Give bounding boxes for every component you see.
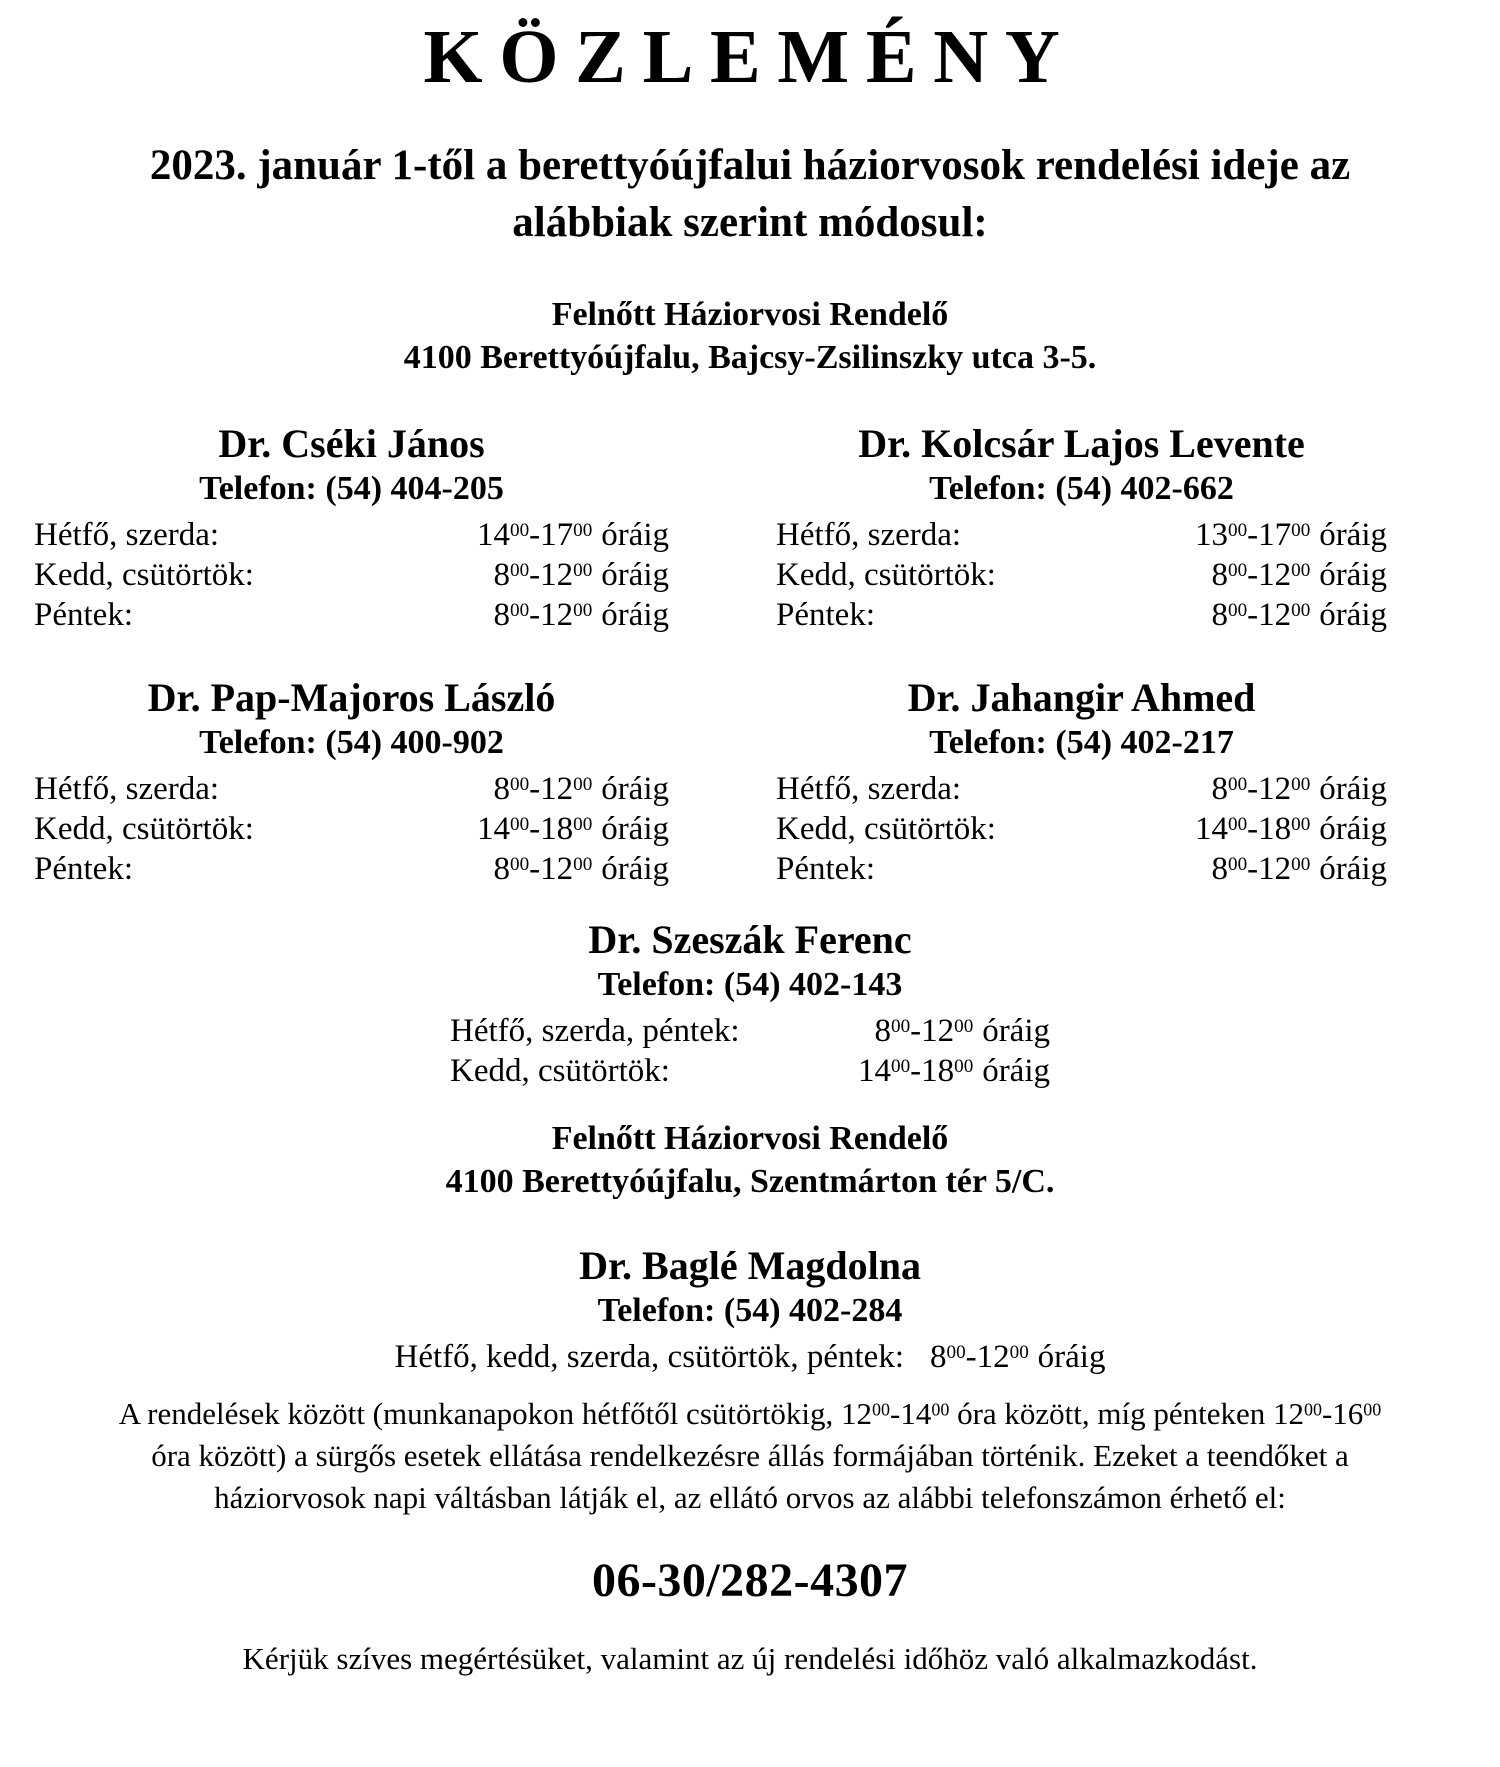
time-sup: 00 xyxy=(1304,1399,1322,1420)
subtitle-line-2: alábbiak szerint módosul: xyxy=(512,199,988,247)
time-suffix: óráig xyxy=(1319,597,1387,634)
schedule-time xyxy=(1195,809,1387,849)
time-dash: - xyxy=(1247,811,1259,848)
time-from: 8 xyxy=(493,557,511,594)
schedule-days: Péntek: xyxy=(34,597,133,634)
schedule-days: Hétfő, kedd, szerda, csütörtök, péntek: xyxy=(394,1339,905,1376)
time-suffix: óráig xyxy=(1319,557,1387,594)
notice-line-2: óra között) a sürgős esetek ellátása rendelkezésre állás formájában történik. Ezeket a teendőket a xyxy=(151,1438,1349,1474)
doctor-block-kolcsar xyxy=(776,421,1387,635)
notice-line-1 xyxy=(0,1393,1500,1435)
time-dash: - xyxy=(1247,597,1259,634)
doctor-name: Dr. Kolcsár Lajos Levente xyxy=(858,421,1305,467)
time-to: 18 xyxy=(1258,811,1292,848)
time-sup: 00 xyxy=(573,814,593,836)
time-to: 17 xyxy=(540,517,574,554)
time-from: 14 xyxy=(858,1053,892,1090)
schedule-row xyxy=(450,1051,1050,1091)
schedule-row xyxy=(776,849,1387,889)
time-from: 14 xyxy=(477,517,511,554)
time-sup: 00 xyxy=(1291,854,1311,876)
time-sup: 00 xyxy=(573,560,593,582)
schedule-days: Hétfő, szerda: xyxy=(34,517,220,554)
time-to: 12 xyxy=(540,771,574,808)
doctor-phone: Telefon: (54) 402-143 xyxy=(597,966,903,1004)
clinic-2 xyxy=(0,1117,1500,1203)
time-suffix: óráig xyxy=(601,597,669,634)
time-dash: - xyxy=(1247,851,1259,888)
doctor-phone: Telefon: (54) 404-205 xyxy=(199,470,504,508)
time-suffix: óráig xyxy=(601,771,669,808)
time-suffix: óráig xyxy=(601,517,669,554)
time-dash: - xyxy=(529,517,541,554)
time-from: 13 xyxy=(1195,517,1229,554)
time-sup: 00 xyxy=(510,774,530,796)
clinic-2-address: 4100 Berettyóújfalu, Szentmárton tér 5/C. xyxy=(445,1163,1055,1201)
page-title: KÖZLEMÉNY xyxy=(423,15,1077,99)
time-dash: - xyxy=(910,1013,922,1050)
time-suffix: óráig xyxy=(601,557,669,594)
time-sup: 00 xyxy=(954,1016,974,1038)
schedule-days: Péntek: xyxy=(776,597,875,634)
clinic-1-address: 4100 Berettyóújfalu, Bajcsy-Zsilinszky utca 3-5. xyxy=(403,339,1097,377)
time-from: 8 xyxy=(493,851,511,888)
emergency-phone-number: 06-30/282-4307 xyxy=(591,1554,909,1608)
schedule-time xyxy=(494,769,669,809)
schedule-days: Hétfő, szerda: xyxy=(34,771,220,808)
time-sup: 00 xyxy=(510,600,530,622)
time-dash: - xyxy=(965,1339,977,1376)
schedule-time xyxy=(1195,515,1387,555)
time-sup: 00 xyxy=(1291,814,1311,836)
time-to: 12 xyxy=(540,851,574,888)
schedule-time xyxy=(1212,849,1387,889)
doctor-phone: Telefon: (54) 402-284 xyxy=(597,1292,903,1330)
schedule-row xyxy=(34,809,669,849)
time-sup: 00 xyxy=(931,1399,950,1420)
time-to: 12 xyxy=(1258,557,1292,594)
schedule-time xyxy=(477,809,669,849)
schedule xyxy=(450,1011,1050,1091)
schedule-row xyxy=(776,595,1387,635)
subtitle-line-1: 2023. január 1-től a berettyóújfalui háziorvosok rendelési ideje az xyxy=(149,142,1351,190)
time-dash: - xyxy=(529,851,541,888)
schedule-row xyxy=(776,555,1387,595)
time-dash: - xyxy=(529,811,541,848)
doctors-grid xyxy=(34,421,1387,889)
clinic-1 xyxy=(0,293,1500,379)
time-sup: 00 xyxy=(510,854,530,876)
schedule-days: Kedd, csütörtök: xyxy=(776,811,996,848)
time-sup: 00 xyxy=(1228,600,1248,622)
schedule-days: Kedd, csütörtök: xyxy=(450,1053,670,1090)
schedule-row xyxy=(34,849,669,889)
time-from: 14 xyxy=(1195,811,1229,848)
notice-text: -16 xyxy=(1321,1396,1364,1432)
time-from: 8 xyxy=(493,597,511,634)
notice-text: óra között, míg pénteken 12 xyxy=(949,1396,1304,1432)
doctor-name: Dr. Cséki János xyxy=(218,421,485,467)
schedule-row xyxy=(776,515,1387,555)
schedule-time xyxy=(1212,595,1387,635)
doctor-block-szeszak xyxy=(0,917,1500,1091)
time-sup: 00 xyxy=(1291,774,1311,796)
schedule-days: Péntek: xyxy=(34,851,133,888)
schedule-row xyxy=(776,769,1387,809)
time-from: 8 xyxy=(1211,597,1229,634)
time-to: 18 xyxy=(540,811,574,848)
schedule-days: Kedd, csütörtök: xyxy=(34,557,254,594)
schedule-time xyxy=(1212,555,1387,595)
doctor-name: Dr. Szeszák Ferenc xyxy=(588,917,912,963)
doctor-phone: Telefon: (54) 402-662 xyxy=(929,470,1234,508)
schedule-time xyxy=(477,515,669,555)
time-from: 8 xyxy=(1211,851,1229,888)
schedule-row xyxy=(34,769,669,809)
time-sup: 00 xyxy=(1291,560,1311,582)
schedule-time xyxy=(930,1337,1105,1377)
doctor-phone: Telefon: (54) 402-217 xyxy=(929,724,1234,762)
doctor-name: Dr. Baglé Magdolna xyxy=(579,1243,921,1289)
schedule-time xyxy=(875,1011,1050,1051)
doctor-name: Dr. Jahangir Ahmed xyxy=(907,675,1256,721)
time-sup: 00 xyxy=(872,1399,891,1420)
time-suffix: óráig xyxy=(1319,517,1387,554)
time-suffix: óráig xyxy=(982,1013,1050,1050)
time-sup: 00 xyxy=(573,520,593,542)
time-from: 8 xyxy=(493,771,511,808)
time-suffix: óráig xyxy=(1319,771,1387,808)
time-sup: 00 xyxy=(1228,560,1248,582)
schedule-row xyxy=(776,809,1387,849)
time-dash: - xyxy=(1247,517,1259,554)
time-suffix: óráig xyxy=(601,811,669,848)
time-to: 12 xyxy=(1258,771,1292,808)
schedule-days: Péntek: xyxy=(776,851,875,888)
time-sup: 00 xyxy=(1291,520,1311,542)
time-from: 8 xyxy=(930,1339,947,1376)
schedule-days: Kedd, csütörtök: xyxy=(776,557,996,594)
time-suffix: óráig xyxy=(1319,851,1387,888)
time-sup: 00 xyxy=(1291,600,1311,622)
time-sup: 00 xyxy=(510,814,530,836)
time-suffix: óráig xyxy=(601,851,669,888)
subtitle xyxy=(0,137,1500,251)
time-dash: - xyxy=(910,1053,922,1090)
notice-text: A rendelések között (munkanapokon hétfőtől csütörtökig, 12 xyxy=(118,1396,873,1432)
time-to: 12 xyxy=(921,1013,955,1050)
time-dash: - xyxy=(1247,771,1259,808)
time-sup: 00 xyxy=(510,520,530,542)
clinic-1-name: Felnőtt Háziorvosi Rendelő xyxy=(551,296,949,334)
doctor-block-pap-majoros xyxy=(34,675,669,889)
doctor-block-jahangir xyxy=(776,675,1387,889)
time-dash: - xyxy=(1247,557,1259,594)
doctor-phone: Telefon: (54) 400-902 xyxy=(199,724,504,762)
time-sup: 00 xyxy=(510,560,530,582)
schedule-row xyxy=(34,515,669,555)
time-sup: 00 xyxy=(573,600,593,622)
time-from: 8 xyxy=(1211,557,1229,594)
schedule-row xyxy=(450,1011,1050,1051)
time-dash: - xyxy=(529,597,541,634)
schedule-row xyxy=(34,595,669,635)
time-sup: 00 xyxy=(1363,1399,1382,1420)
closing-note: Kérjük szíves megértésüket, valamint az új rendelési időhöz való alkalmazkodást. xyxy=(242,1641,1258,1677)
time-suffix: óráig xyxy=(982,1053,1050,1090)
time-sup: 00 xyxy=(573,854,593,876)
time-sup: 00 xyxy=(891,1056,911,1078)
time-to: 12 xyxy=(976,1339,1010,1376)
notice-line-3: háziorvosok napi váltásban látják el, az ellátó orvos az alábbi telefonszámon érhető el: xyxy=(214,1480,1286,1516)
time-sup: 00 xyxy=(1009,1342,1029,1364)
schedule-time xyxy=(494,849,669,889)
time-sup: 00 xyxy=(954,1056,974,1078)
time-suffix: óráig xyxy=(1319,811,1387,848)
time-sup: 00 xyxy=(1228,854,1248,876)
time-to: 12 xyxy=(1258,851,1292,888)
doctor-block-bagle xyxy=(0,1243,1500,1377)
schedule-time xyxy=(494,595,669,635)
time-to: 12 xyxy=(540,557,574,594)
time-sup: 00 xyxy=(946,1342,966,1364)
notice-paragraph xyxy=(0,1393,1500,1519)
schedule-days: Hétfő, szerda: xyxy=(776,771,962,808)
time-from: 8 xyxy=(874,1013,892,1050)
doctor-block-cseki xyxy=(34,421,669,635)
schedule-days: Hétfő, szerda, péntek: xyxy=(450,1013,740,1050)
schedule-days: Kedd, csütörtök: xyxy=(34,811,254,848)
time-sup: 00 xyxy=(891,1016,911,1038)
time-dash: - xyxy=(529,557,541,594)
time-dash: - xyxy=(529,771,541,808)
schedule-time xyxy=(1212,769,1387,809)
time-from: 14 xyxy=(477,811,511,848)
notice-text: -14 xyxy=(890,1396,932,1432)
time-from: 8 xyxy=(1211,771,1229,808)
time-to: 12 xyxy=(1258,597,1292,634)
clinic-2-name: Felnőtt Háziorvosi Rendelő xyxy=(551,1120,949,1158)
schedule-days: Hétfő, szerda: xyxy=(776,517,962,554)
time-suffix: óráig xyxy=(1037,1339,1106,1376)
schedule-row xyxy=(34,555,669,595)
schedule-row xyxy=(0,1337,1500,1377)
time-to: 18 xyxy=(921,1053,955,1090)
time-sup: 00 xyxy=(1228,520,1248,542)
schedule-time xyxy=(494,555,669,595)
time-sup: 00 xyxy=(573,774,593,796)
time-to: 12 xyxy=(540,597,574,634)
time-sup: 00 xyxy=(1228,814,1248,836)
schedule-time xyxy=(858,1051,1050,1091)
time-sup: 00 xyxy=(1228,774,1248,796)
time-to: 17 xyxy=(1258,517,1292,554)
doctor-name: Dr. Pap-Majoros László xyxy=(147,675,556,721)
